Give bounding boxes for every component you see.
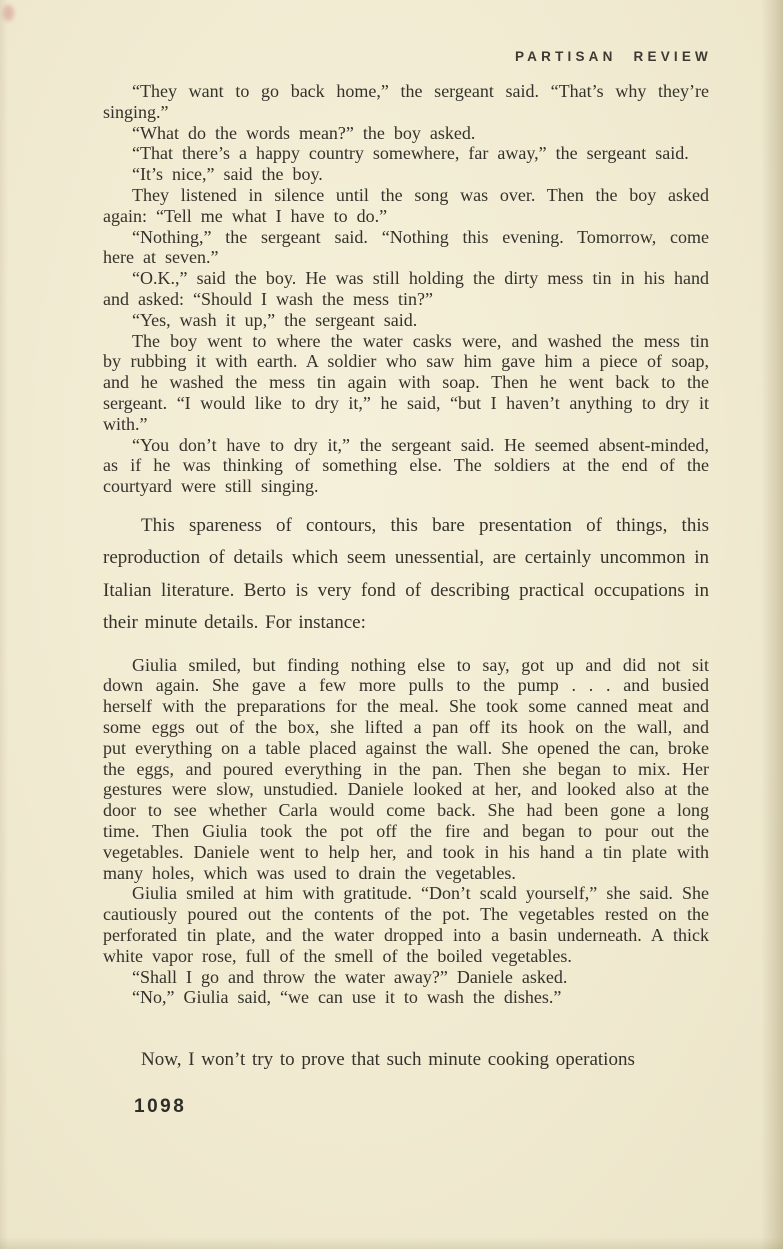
paragraph: “They want to go back home,” the sergeant said. “That’s why they’re singing.” [103, 81, 709, 122]
left-edge-shadow [0, 0, 8, 1249]
commentary-continuation [103, 1048, 709, 1072]
paragraph: Now, I won’t try to prove that such minute cooking operations [141, 1049, 635, 1071]
paragraph: “You don’t have to dry it,” the sergeant said. He seemed absent-minded, as if he was thinking of something else. The soldiers at the end of the courtyard were still singing. [103, 434, 709, 497]
paragraph: “Nothing,” the sergeant said. “Nothing this evening. Tomorrow, come here at seven.” [103, 226, 709, 268]
paragraph: The boy went to where the water casks were, and washed the mess tin by rubbing it with earth. A soldier who saw him gave him a piece of soap, and he washed the mess tin again with soap. Then he went back to the sergeant. “I would like to dry it,” he said, “but I haven’t anything to dry it with.” [103, 330, 709, 434]
paragraph: “That there’s a happy country somewhere, far away,” the sergeant said. [132, 143, 689, 164]
page-number: 1098 [134, 1096, 187, 1117]
paragraph: They listened in silence until the song was over. Then the boy asked again: “Tell me what I have to do.” [103, 184, 709, 226]
commentary [103, 510, 709, 640]
bottom-edge-shadow [0, 1237, 783, 1249]
right-edge-shadow [761, 0, 783, 1249]
paragraph: “It’s nice,” said the boy. [132, 164, 323, 185]
excerpt-dialogue [103, 81, 709, 497]
paragraph: Giulia smiled, but finding nothing else to say, got up and did not sit down again. She gave a few more pulls to the pump . . . and busied herself with the preparations for the meal. She took some canned meat and some eggs out of the box, she lifted a pan off its hook on the wall, and put everything on a table placed against the wall. She opened the can, broke the eggs, and poured everything in the pan. Then she began to mix. Her gestures were slow, unstudied. Daniele looked at her, and looked also at the door to see whether Carla would come back. She had been gone a long time. Then Giulia took the pot off the fire and began to pour out the vegetables. Daniele went to help her, and took in his hand a tin plate with many holes, which was used to drain the vegetables. [103, 654, 709, 883]
paragraph: “O.K.,” said the boy. He was still holding the dirty mess tin in his hand and asked: “Should I wash the mess tin?” [103, 268, 709, 309]
text-column [103, 81, 709, 1072]
paragraph: Giulia smiled at him with gratitude. “Don’t scald yourself,” she said. She cautiously poured out the contents of the pot. The vegetables rested on the perforated tin plate, and the water dropped into a basin underneath. A thick white vapor rose, full of the smell of the boiled vegetables. [103, 883, 709, 966]
excerpt-cooking [103, 655, 709, 1009]
paragraph: “Yes, wash it up,” the sergeant said. [132, 309, 418, 330]
paragraph: “What do the words mean?” the boy asked. [132, 122, 476, 143]
scan-smudge [3, 5, 14, 21]
paragraph: “No,” Giulia said, “we can use it to wash the dishes.” [132, 987, 562, 1008]
running-head: PARTISAN REVIEW [514, 49, 712, 64]
paragraph: This spareness of contours, this bare presentation of things, this reproduction of details which seem unessential, are certainly uncommon in Italian literature. Berto is very fond of describing practical occupations in their minute details. For instance: [103, 514, 709, 634]
paragraph: “Shall I go and throw the water away?” Daniele asked. [132, 966, 568, 987]
